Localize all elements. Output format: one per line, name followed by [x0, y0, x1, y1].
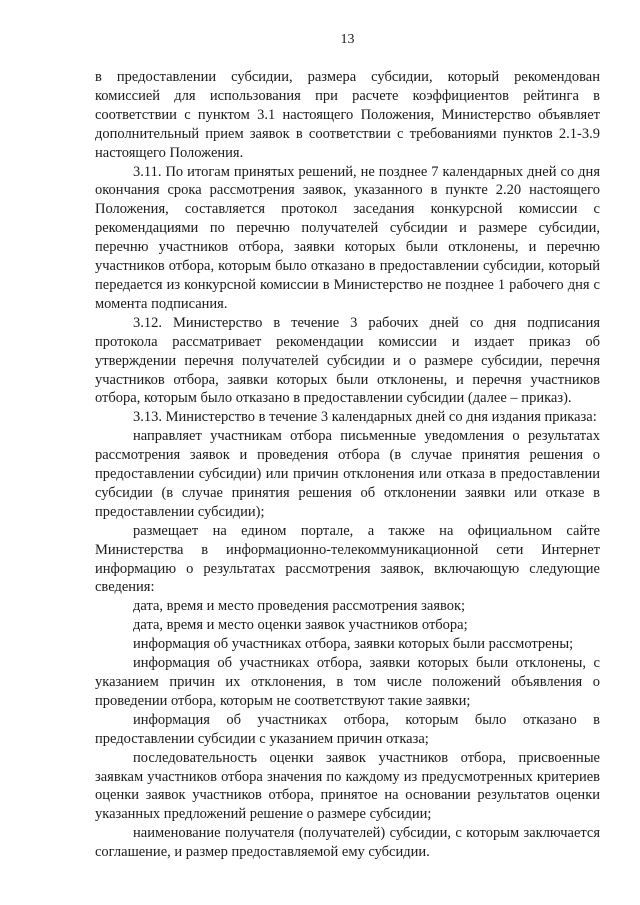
- paragraph-6: дата, время и место проведения рассмотрения заявок;: [133, 598, 466, 615]
- paragraph-8: информация об участниках отбора, заявки которых были рассмотрены;: [133, 636, 574, 653]
- paragraph-4: направляет участникам отбора письменные уведомления о результатах рассмотрения заявок и проведения отбора (в случае принятия решения о предоставлении субсидии) или причин отклонения или отказа в предоставлении субсидии (в случае принятия решения об отклонении заявки или отказе в предоставлении субсидии);: [95, 428, 600, 520]
- paragraph-10: информация об участниках отбора, которым было отказано в предоставлении субсидии с указанием причин отказа;: [95, 711, 600, 747]
- paragraph-1: 3.11. По итогам принятых решений, не позднее 7 календарных дней со дня окончания срока рассмотрения заявок, указанного в пункте 2.20 настоящего Положения, составляется протокол заседания конкурсной комиссии с рекомендациями по перечню получателей субсидии и размере субсидии, перечню участников отбора, заявки которых были отклонены, и перечню участников отбора, которым было отказано в предоставлении субсидии, который передается из конкурсной комиссии в Министерство не позднее 1 рабочего дня с момента подписания.: [95, 163, 600, 312]
- document-page: [95, 30, 600, 862]
- page-number: 13: [340, 32, 355, 47]
- paragraph-7: дата, время и место оценки заявок участников отбора;: [133, 617, 468, 634]
- paragraph-11: последовательность оценки заявок участников отбора, присвоенные заявкам участников отбора значения по каждому из предусмотренных критериев оценки заявок участников отбора, принятое на основании результатов оценки указанных предложений решение о размере субсидии;: [95, 749, 600, 823]
- paragraph-2: 3.12. Министерство в течение 3 рабочих дней со дня подписания протокола рассматривает рекомендации комиссии и издает приказ об утверждении перечня получателей субсидии и о размере субсидии, перечня участников отбора, заявки которых были отклонены, и перечня участников отбора, которым было отказано в предоставлении субсидии (далее – приказ).: [95, 314, 600, 407]
- paragraph-3: 3.13. Министерство в течение 3 календарных дней со дня издания приказа:: [133, 409, 597, 426]
- document-body: [95, 68, 600, 862]
- paragraph-9: информация об участниках отбора, заявки которых были отклонены, с указанием причин их отклонения, в том числе положений объявления о проведении отбора, которым не соответствуют такие заявки;: [95, 655, 600, 709]
- paragraph-5: размещает на едином портале, а также на официальном сайте Министерства в информационно-телекоммуникационной сети Интернет информацию о результатах рассмотрения заявок, включающую следующие сведения:: [95, 522, 600, 596]
- paragraph-0: в предоставлении субсидии, размера субсидии, который рекомендован комиссией для использования при расчете коэффициентов рейтинга в соответствии с пунктом 3.1 настоящего Положения, Министерство объявляет дополнительный прием заявок в соответствии с требованиями пунктов 2.1-3.9 настоящего Положения.: [95, 69, 600, 161]
- paragraph-12: наименование получателя (получателей) субсидии, с которым заключается соглашение, и размер предоставляемой ему субсидии.: [95, 825, 600, 861]
